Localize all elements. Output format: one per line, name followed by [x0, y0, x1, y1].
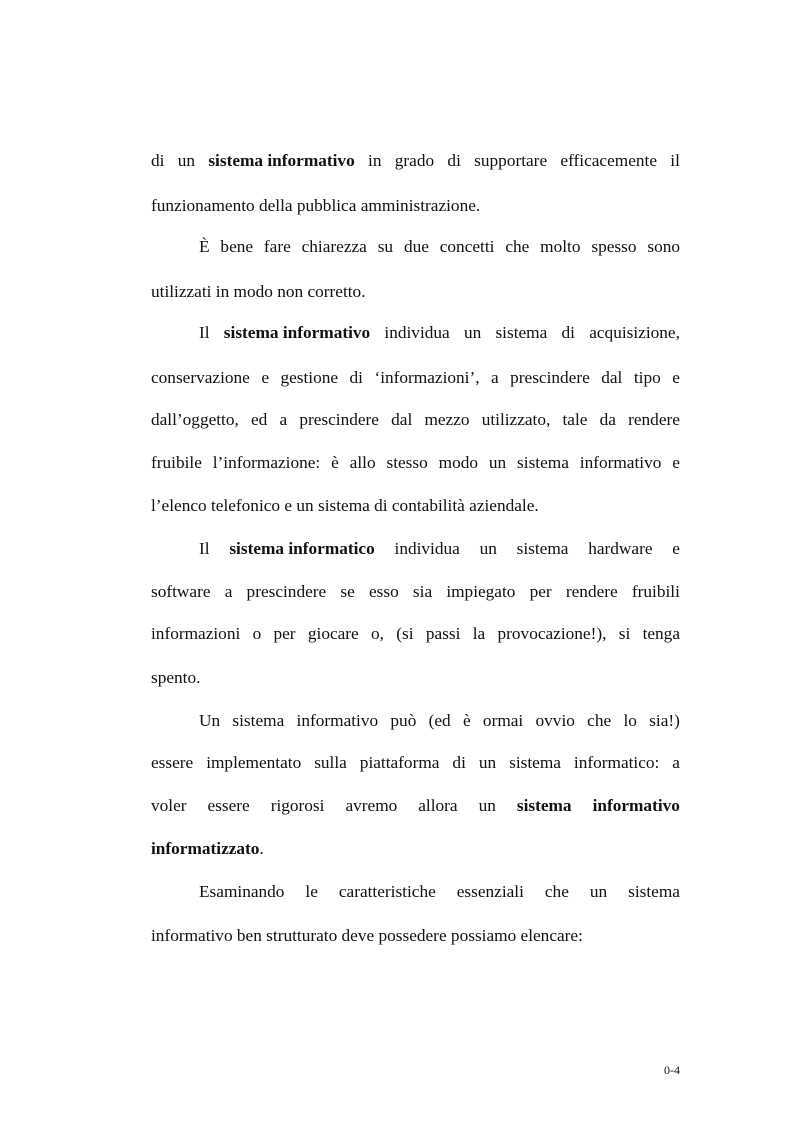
- word: allo: [349, 453, 376, 472]
- bold-term: sistema informativo: [223, 323, 371, 342]
- word: e: [672, 453, 680, 472]
- word: un: [589, 882, 608, 901]
- word: rigorosi: [270, 796, 325, 815]
- bold-term: informatizzato: [151, 839, 260, 858]
- word: sia!): [649, 711, 680, 730]
- word: fruibile: [151, 453, 202, 472]
- word: dal: [391, 410, 413, 429]
- text-line: [151, 494, 680, 518]
- word: informativo: [579, 453, 662, 472]
- word: Il: [199, 539, 210, 558]
- word: o: [252, 624, 262, 643]
- word: o,: [371, 624, 384, 643]
- word: molto: [540, 237, 581, 256]
- word: rendere: [628, 410, 680, 429]
- word: l’elenco telefonico e un sistema di contabilità aziendale.: [151, 496, 539, 515]
- word: se: [340, 582, 355, 601]
- text-line: [199, 235, 680, 259]
- word: sulla: [314, 753, 347, 772]
- word: prescindere: [246, 582, 327, 601]
- word: in: [368, 151, 382, 170]
- word: e: [672, 539, 680, 558]
- word: sistema: [495, 323, 548, 342]
- word: supportare: [474, 151, 548, 170]
- word: acquisizione,: [589, 323, 680, 342]
- bold-term: sistema informatico: [229, 539, 375, 558]
- word: hardware: [588, 539, 653, 558]
- word: un: [463, 323, 482, 342]
- word: si: [618, 624, 631, 643]
- word: essere: [207, 796, 250, 815]
- word: Esaminando: [199, 882, 285, 901]
- word: le: [305, 882, 318, 901]
- word: modo: [438, 453, 479, 472]
- text-line: [151, 149, 680, 173]
- word: funzionamento della pubblica amministrazione.: [151, 196, 481, 215]
- word: conservazione: [151, 368, 250, 387]
- word: e: [672, 368, 680, 387]
- word: caratteristiche: [338, 882, 436, 901]
- word: utilizzato,: [481, 410, 551, 429]
- text-line: [151, 751, 680, 775]
- word: informazioni: [151, 624, 241, 643]
- text-line: [151, 194, 680, 218]
- word: bene: [220, 237, 254, 256]
- word: per: [273, 624, 296, 643]
- word: informatico:: [573, 753, 660, 772]
- word: Un: [199, 711, 221, 730]
- word: Il: [199, 323, 210, 342]
- word: e: [261, 368, 269, 387]
- word: da: [599, 410, 616, 429]
- word: lo: [623, 711, 637, 730]
- word: allora: [418, 796, 458, 815]
- word: rendere: [565, 582, 618, 601]
- word: essere: [151, 753, 194, 772]
- word: spesso: [591, 237, 637, 256]
- word: sistema: [516, 539, 569, 558]
- word: prescindere: [299, 410, 379, 429]
- text-line: [199, 321, 680, 345]
- word: ovvio: [535, 711, 575, 730]
- word: dal: [601, 368, 623, 387]
- word: che: [587, 711, 612, 730]
- word: su: [377, 237, 394, 256]
- word: informativo: [296, 711, 379, 730]
- word: di: [349, 368, 363, 387]
- word: dall’oggetto,: [151, 410, 239, 429]
- word: di: [151, 151, 165, 170]
- word: che: [544, 882, 569, 901]
- word: un: [488, 453, 507, 472]
- word: tipo: [633, 368, 661, 387]
- word: (ed: [428, 711, 451, 730]
- word: provocazione!),: [497, 624, 607, 643]
- bold-term: informativo: [592, 796, 680, 815]
- word: esso: [368, 582, 399, 601]
- word: il: [670, 151, 680, 170]
- text-line: [151, 666, 680, 690]
- page-number: 0-4: [664, 1063, 680, 1077]
- word: a: [224, 582, 233, 601]
- word: sia: [412, 582, 433, 601]
- word: prescindere: [510, 368, 590, 387]
- word: sistema: [628, 882, 680, 901]
- word: passi: [425, 624, 461, 643]
- text-line: [151, 366, 680, 390]
- word: .: [259, 839, 264, 858]
- word: stesso: [386, 453, 428, 472]
- word: ormai: [482, 711, 524, 730]
- text-line: [151, 408, 680, 432]
- bold-term: sistema informativo: [208, 151, 355, 170]
- word: concetti: [439, 237, 495, 256]
- word: la: [472, 624, 486, 643]
- word: voler: [151, 796, 187, 815]
- text-line: [199, 709, 680, 733]
- word: a: [672, 753, 680, 772]
- word: l’informazione:: [212, 453, 321, 472]
- bold-term: sistema: [516, 796, 572, 815]
- text-line: [151, 451, 680, 475]
- word: implementato: [206, 753, 302, 772]
- word: essenziali: [456, 882, 524, 901]
- word: un: [177, 151, 196, 170]
- word: avremo: [345, 796, 398, 815]
- word: spento.: [151, 668, 201, 687]
- word: giocare: [307, 624, 359, 643]
- word: È: [199, 237, 210, 256]
- word: sistema: [232, 711, 285, 730]
- word: sono: [647, 237, 680, 256]
- text-line: [151, 837, 680, 861]
- text-line: [151, 622, 680, 646]
- word: sistema: [517, 453, 569, 472]
- word: ed: [251, 410, 268, 429]
- word: di: [561, 323, 575, 342]
- word: software: [151, 582, 211, 601]
- word: un: [478, 796, 496, 815]
- text-line: [199, 880, 680, 904]
- text-line: [151, 794, 680, 818]
- word: può: [390, 711, 417, 730]
- word: grado: [394, 151, 435, 170]
- word: di: [447, 151, 461, 170]
- word: informativo ben strutturato deve possedere possiamo elencare:: [151, 926, 583, 945]
- word: chiarezza: [301, 237, 367, 256]
- word: piattaforma: [359, 753, 440, 772]
- word: tale: [562, 410, 588, 429]
- word: impiegato: [446, 582, 516, 601]
- word: fruibili: [631, 582, 680, 601]
- word: è: [331, 453, 339, 472]
- word: che: [505, 237, 530, 256]
- word: un: [478, 753, 497, 772]
- word: utilizzati in modo non corretto.: [151, 282, 366, 301]
- word: sistema: [509, 753, 561, 772]
- word: un: [479, 539, 497, 558]
- word: (si: [396, 624, 414, 643]
- text-line: [199, 537, 680, 561]
- word: gestione: [280, 368, 339, 387]
- word: a: [279, 410, 288, 429]
- text-line: [151, 580, 680, 604]
- word: tenga: [642, 624, 680, 643]
- word: mezzo: [424, 410, 470, 429]
- word: ‘informazioni’,: [374, 368, 480, 387]
- word: individua: [394, 539, 460, 558]
- word: di: [452, 753, 466, 772]
- text-line: [151, 924, 680, 948]
- word: a: [491, 368, 499, 387]
- text-line: [151, 280, 680, 304]
- word: efficacemente: [560, 151, 657, 170]
- word: fare: [263, 237, 291, 256]
- word: individua: [384, 323, 450, 342]
- word: per: [529, 582, 552, 601]
- word: è: [462, 711, 471, 730]
- word: due: [403, 237, 429, 256]
